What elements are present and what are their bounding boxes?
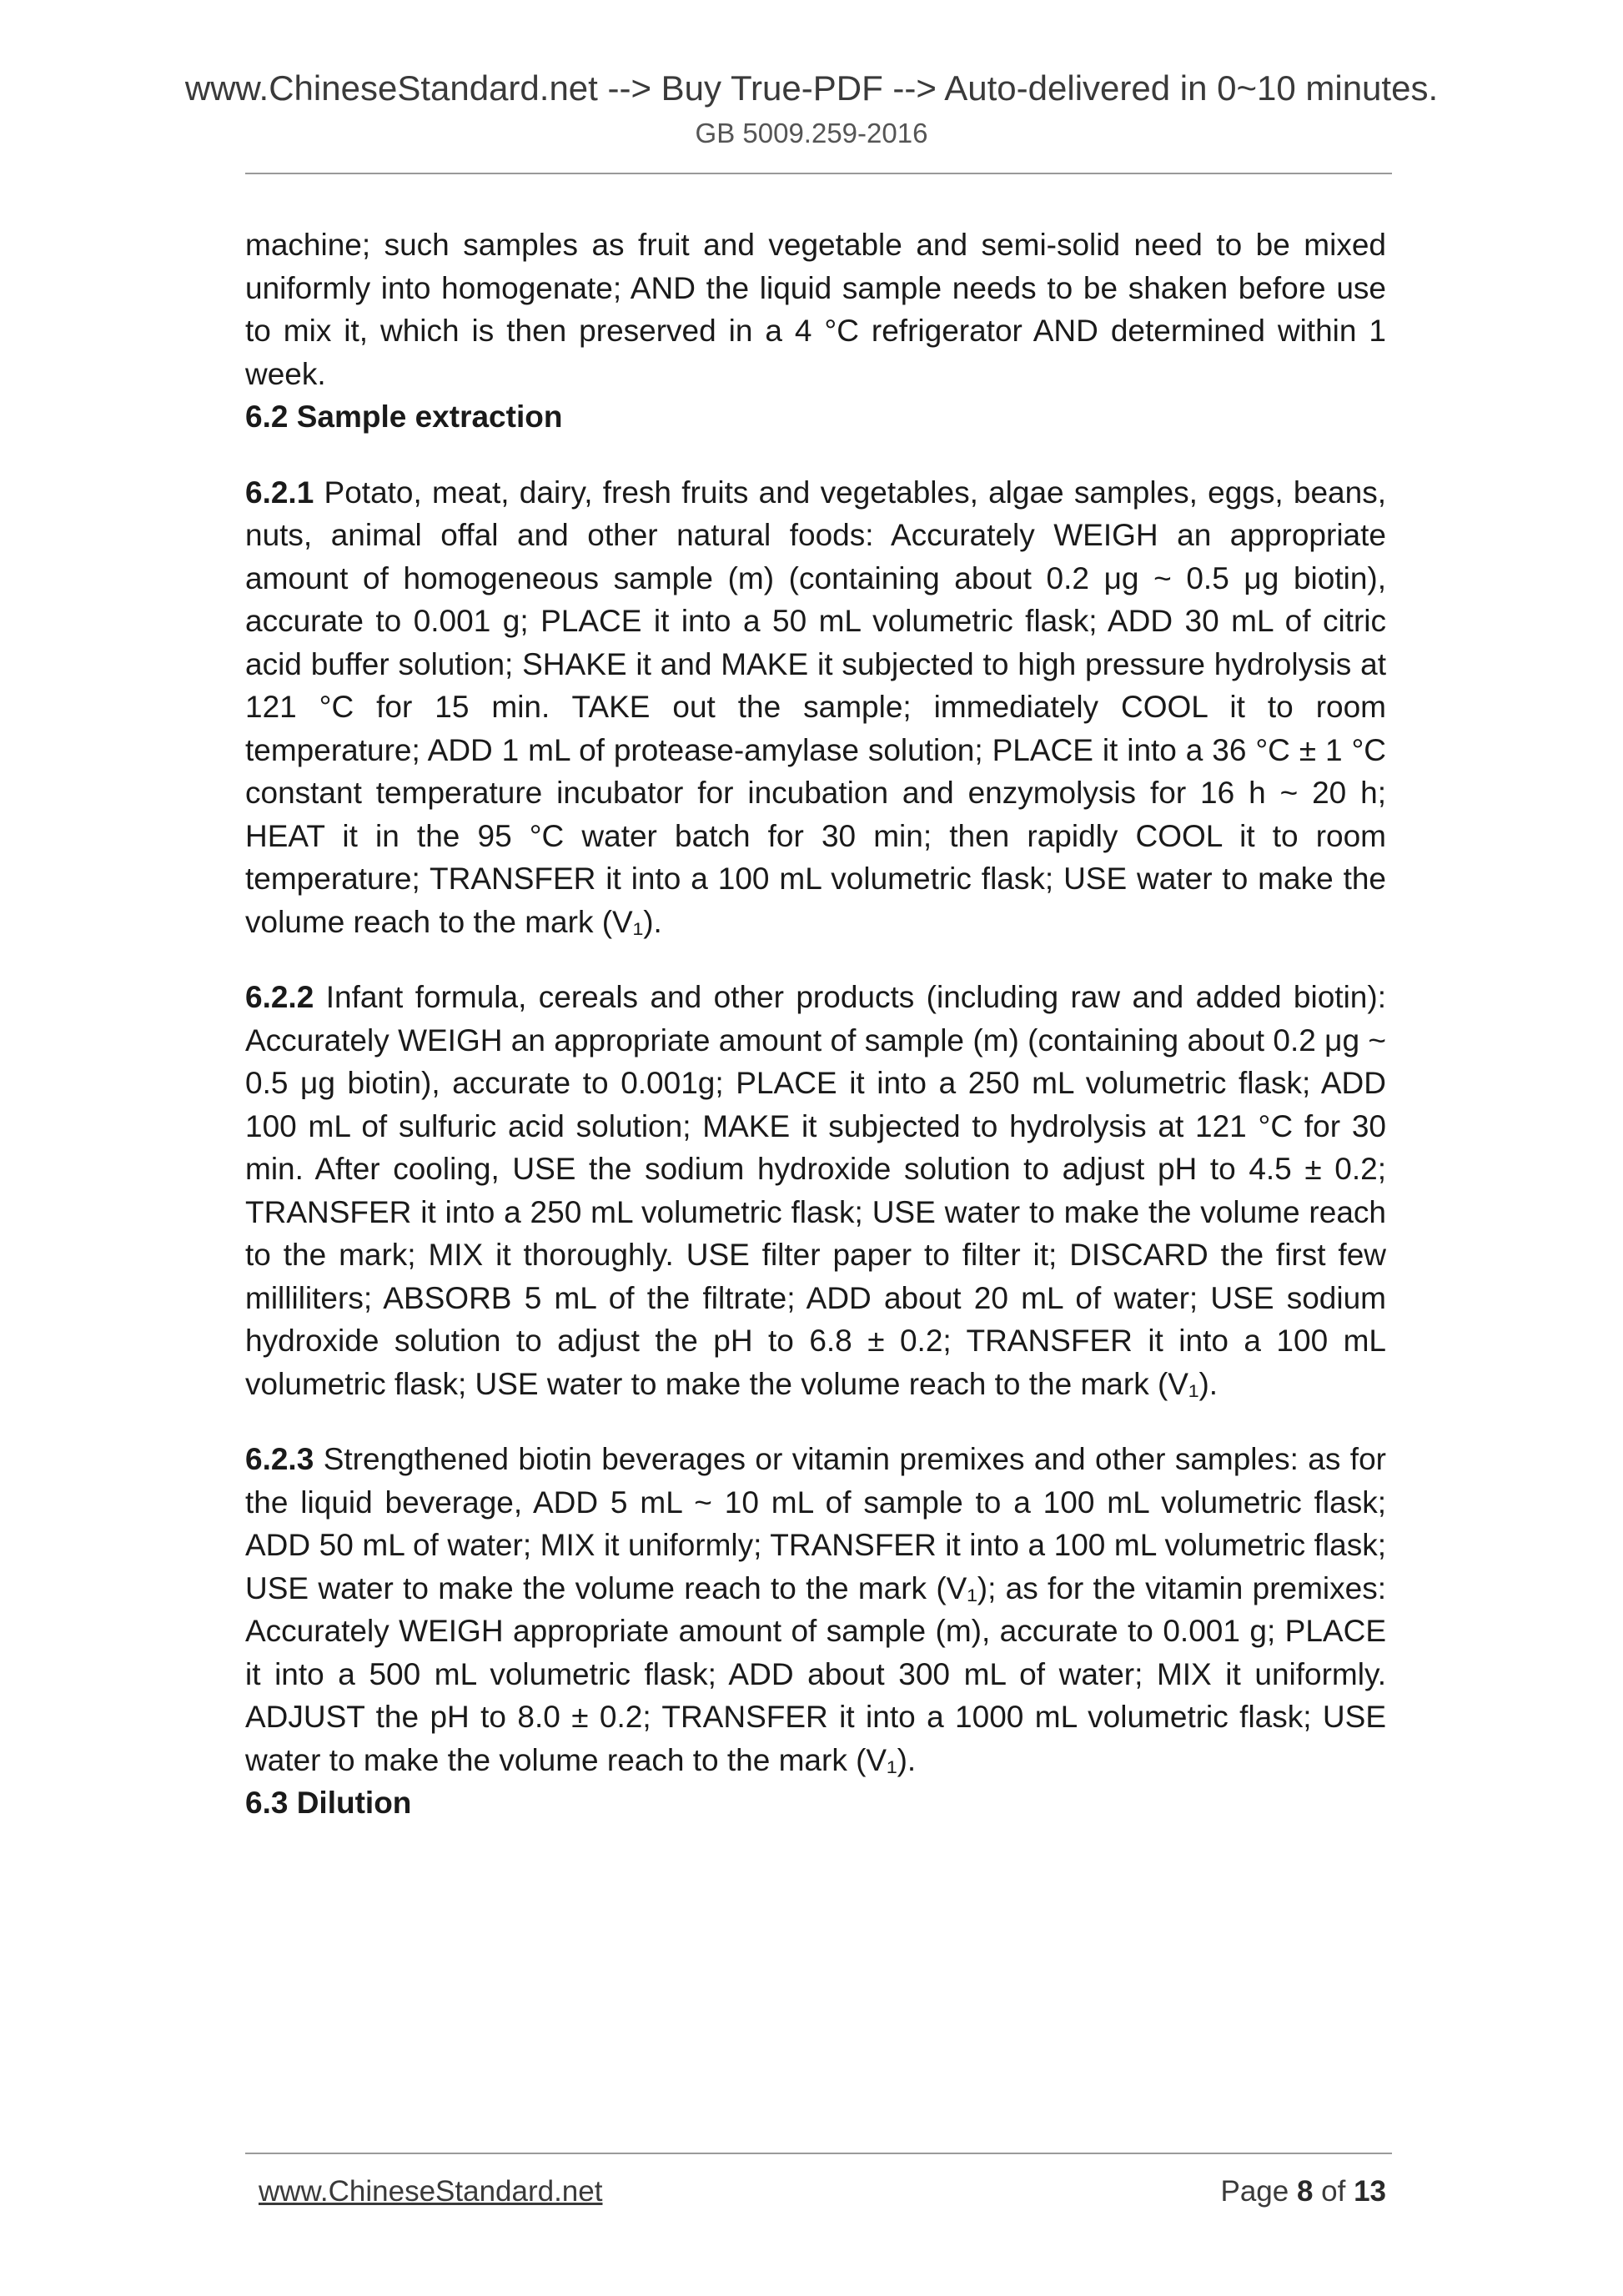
intro-paragraph: machine; such samples as fruit and vegetable and semi-solid need to be mixed uniformly into homogenate; AND the liquid sample needs to be shaken before use to mix it, which is then preserved in a 4 °C refrigerator AND determined within 1 week.	[245, 228, 1386, 391]
paragraph-6-2-3	[245, 1438, 1386, 1781]
page-number	[1220, 2173, 1386, 2210]
page-middle: of	[1313, 2175, 1354, 2208]
section-heading-6-3: 6.3 Dilution	[245, 1786, 412, 1820]
paragraph-6-2-1	[245, 471, 1386, 944]
clause-text: Potato, meat, dairy, fresh fruits and vegetables, algae samples, eggs, beans, nuts, animal offal and other natural foods: Accurately WEIGH an appropriate amount of homogeneous sample (m) (containing about 0.2 μg ~ 0.5 μg biotin), accurate to 0.001 g; PLACE it into a 50 mL volumetric flask; ADD 30 mL of citric acid buffer solution; SHAKE it and MAKE it subjected to high pressure hydrolysis at 121 °C for 15 min. TAKE out the sample; immediately COOL it to room temperature; ADD 1 mL of protease-amylase solution; PLACE it into a 36 °C ± 1 °C constant temperature incubator for incubation and enzymolysis for 16 h ~ 20 h; HEAT it in the 95 °C water batch for 30 min; then rapidly COOL it to room temperature; TRANSFER it into a 100 mL volumetric flask; USE water to make the volume reach to the mark (V₁).	[245, 475, 1386, 939]
page-current: 8	[1296, 2175, 1314, 2208]
page-prefix: Page	[1220, 2175, 1297, 2208]
section-heading-6-2: 6.2 Sample extraction	[245, 399, 563, 434]
header-banner[interactable]: www.ChineseStandard.net --> Buy True-PDF --> Auto-delivered in 0~10 minutes.	[184, 68, 1439, 108]
document-id: GB 5009.259-2016	[695, 118, 928, 148]
page-total: 13	[1354, 2175, 1386, 2208]
paragraph-6-2-2	[245, 976, 1386, 1405]
clause-number: 6.2.3	[245, 1442, 314, 1476]
clause-number: 6.2.1	[245, 475, 314, 510]
document-body	[245, 224, 1386, 1825]
clause-text: Infant formula, cereals and other products (including raw and added biotin): Accurately WEIGH an appropriate amount of sample (m) (containing about 0.2 μg ~ 0.5 μg biotin), accurate to 0.001g; PLACE it into a 250 mL volumetric flask; ADD 100 mL of sulfuric acid solution; MAKE it subjected to hydrolysis at 121 °C for 30 min. After cooling, USE the sodium hydroxide solution to adjust pH to 4.5 ± 0.2; TRANSFER it into a 250 mL volumetric flask; USE water to make the volume reach to the mark; MIX it thoroughly. USE filter paper to filter it; DISCARD the first few milliliters; ABSORB 5 mL of the filtrate; ADD about 20 mL of water; USE sodium hydroxide solution to adjust the pH to 6.8 ± 0.2; TRANSFER it into a 100 mL volumetric flask; USE water to make the volume reach to the mark (V₁).	[245, 980, 1386, 1401]
footer-website-link[interactable]: www.ChineseStandard.net	[259, 2175, 603, 2208]
footer-divider	[245, 2153, 1392, 2154]
clause-number: 6.2.2	[245, 980, 314, 1014]
clause-text: Strengthened biotin beverages or vitamin premixes and other samples: as for the liquid beverage, ADD 5 mL ~ 10 mL of sample to a 100 mL volumetric flask; ADD 50 mL of water; MIX it uniformly; TRANSFER it into a 100 mL volumetric flask; USE water to make the volume reach to the mark (V₁); as for the vitamin premixes: Accurately WEIGH appropriate amount of sample (m), accurate to 0.001 g; PLACE it into a 500 mL volumetric flask; ADD about 300 mL of water; MIX it uniformly. ADJUST the pH to 8.0 ± 0.2; TRANSFER it into a 1000 mL volumetric flask; USE water to make the volume reach to the mark (V₁).	[245, 1442, 1386, 1777]
header-divider	[245, 173, 1392, 174]
